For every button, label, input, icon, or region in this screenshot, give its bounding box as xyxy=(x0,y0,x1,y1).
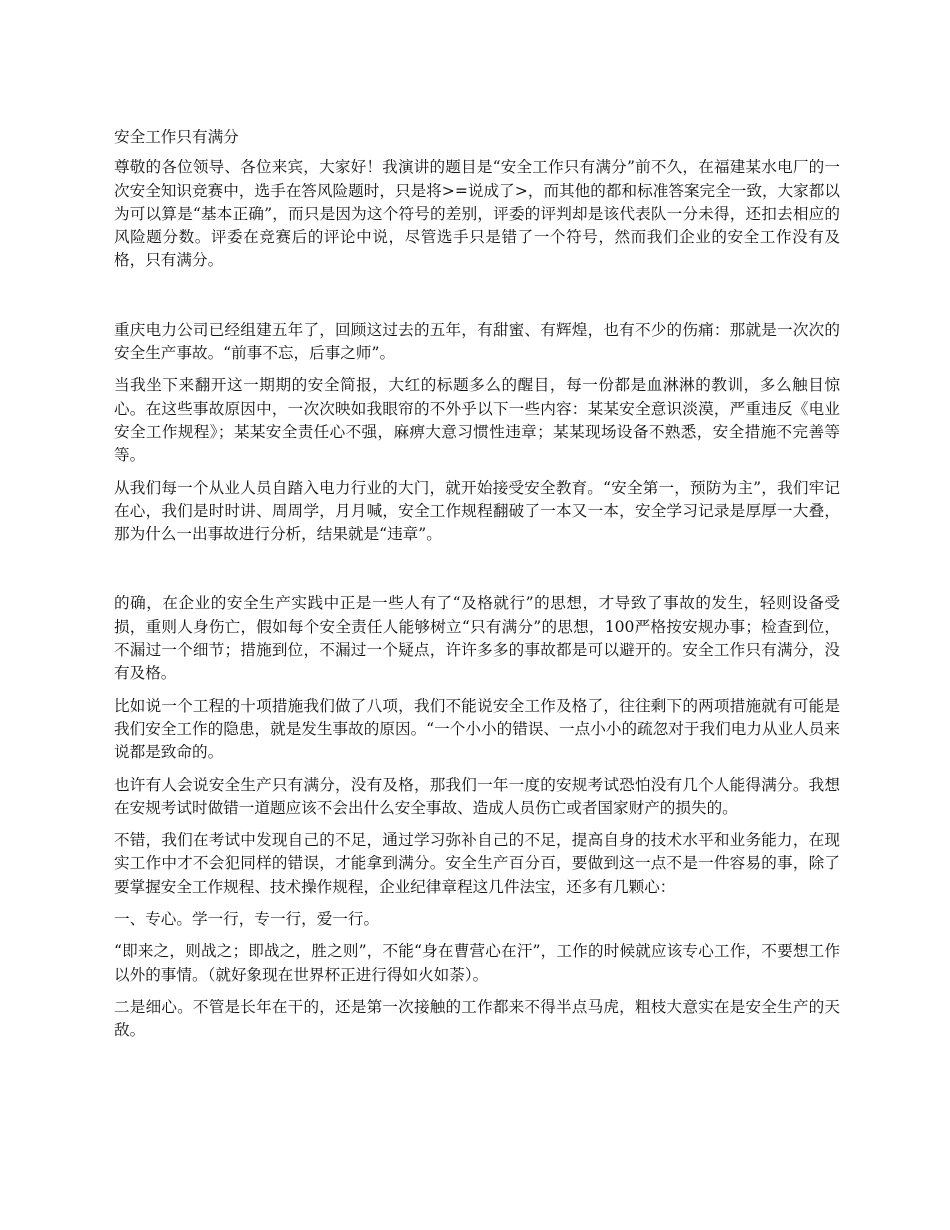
paragraph: 当我坐下来翻开这一期期的安全简报，大红的标题多么的醒目，每一份都是血淋淋的教训，多么触目惊心。在这些事故原因中，一次次映如我眼帘的不外乎以下一些内容：某某安全意识淡漠，严重违反《电业安全工作规程》；某某安全责任心不强，麻痹大意习惯性违章；某某现场设备不熟悉，安全措施不完善等等。 xyxy=(114,376,840,465)
document-page xyxy=(114,126,840,1052)
paragraph: 从我们每一个从业人员自踏入电力行业的大门，就开始接受安全教育。“安全第一，预防为主”，我们牢记在心，我们是时时讲、周周学，月月喊，安全工作规程翻破了一本又一本，安全学习记录是厚厚一大叠，那为什么一出事故进行分析，结果就是“违章”。 xyxy=(114,478,840,544)
paragraph: 二是细心。不管是长年在干的，还是第一次接触的工作都来不得半点马虎，粗枝大意实在是安全生产的天敌。 xyxy=(114,997,840,1040)
paragraph: 的确，在企业的安全生产实践中正是一些人有了“及格就行”的思想，才导致了事故的发生，轻则设备受损，重则人身伤亡，假如每个安全责任人能够树立“只有满分”的思想，100严格按安规办事；检查到位，不漏过一个细节；措施到位，不漏过一个疑点，许许多多的事故都是可以避开的。安全工作只有满分，没有及格。 xyxy=(114,594,840,683)
paragraph: 尊敬的各位领导、各位来宾，大家好！我演讲的题目是“安全工作只有满分”前不久，在福建某水电厂的一次安全知识竞赛中，选手在答风险题时，只是将>=说成了>，而其他的都和标准答案完全一致，大家都以为可以算是“基本正确”，而只是因为这个符号的差别，评委的评判却是该代表队一分未得，还扣去相应的风险题分数。评委在竞赛后的评论中说，尽管选手只是错了一个符号，然而我们企业的安全工作没有及格，只有满分。 xyxy=(114,158,840,270)
paragraph: 重庆电力公司已经组建五年了，回顾这过去的五年，有甜蜜、有辉煌，也有不少的伤痛：那就是一次次的安全生产事故。“前事不忘，后事之师”。 xyxy=(114,320,840,363)
paragraph: 也许有人会说安全生产只有满分，没有及格，那我们一年一度的安规考试恐怕没有几个人能得满分。我想在安规考试时做错一道题应该不会出什么安全事故、造成人员伤亡或者国家财产的损失的。 xyxy=(114,775,840,817)
paragraph: 一、专心。学一行，专一行，爱一行。 xyxy=(114,910,380,929)
paragraph: 不错，我们在考试中发现自己的不足，通过学习弥补自己的不足，提高自身的技术水平和业务能力，在现实工作中才不会犯同样的错误，才能拿到满分。安全生产百分百，要做到这一点不是一件容易的事，除了要掌握安全工作规程、技术操作规程，企业纪律章程这几件法宝，还多有几颗心： xyxy=(114,831,840,896)
paragraph: 比如说一个工程的十项措施我们做了八项，我们不能说安全工作及格了，往往剩下的两项措施就有可能是我们安全工作的隐患，就是发生事故的原因。“一个小小的错误、一点小小的疏忽对于我们电力从业人员来说都是致命的。 xyxy=(114,696,840,762)
paragraph: “即来之，则战之；即战之，胜之则”，不能“身在曹营心在汗”，工作的时候就应该专心工作，不要想工作以外的事情。（就好象现在世界杯正进行得如火如荼）。 xyxy=(114,942,840,984)
document-title: 安全工作只有满分 xyxy=(114,128,239,146)
